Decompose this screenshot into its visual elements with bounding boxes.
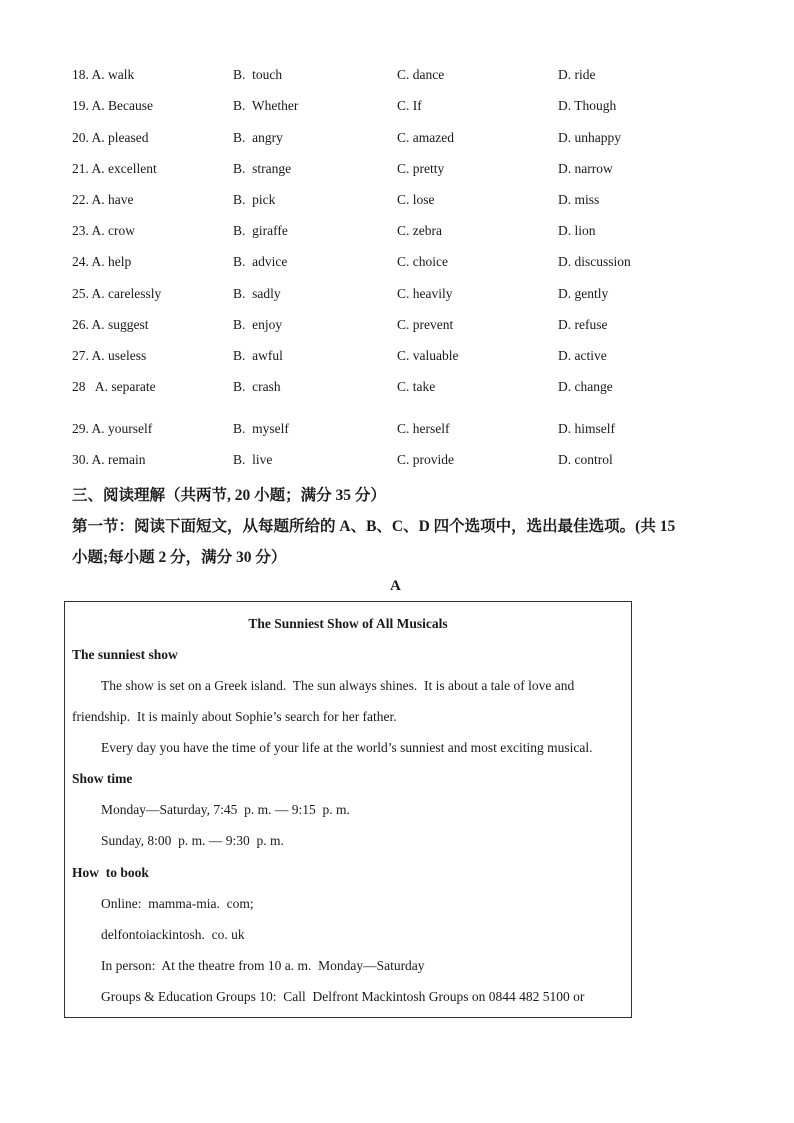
option-c: C. pretty [397, 161, 445, 176]
paragraph-2: Every day you have the time of your life at the world’s sunniest and most exciting musical. [101, 740, 593, 755]
question-row [72, 286, 732, 306]
option-d: D. refuse [558, 317, 608, 332]
show-time-sunday: Sunday, 8:00 p. m. — 9:30 p. m. [101, 833, 284, 848]
paragraph-1-line-2: friendship. It is mainly about Sophie’s search for her father. [72, 709, 397, 724]
option-d: D. change [558, 379, 613, 394]
passage-title: The Sunniest Show of All Musicals [248, 616, 448, 631]
option-b: B. strange [233, 161, 292, 176]
section-instruction-line2: 小题;每小题 2 分，满分 30 分） [72, 549, 287, 566]
section-instruction-line1: 第一节：阅读下面短文，从每题所给的 A、B、C、D 四个选项中，选出最佳选项。(共 15 [72, 518, 676, 535]
option-c: C. amazed [397, 130, 454, 145]
option-d: D. unhappy [558, 130, 621, 145]
option-c: C. take [397, 379, 436, 394]
show-time-weekdays: Monday—Saturday, 7:45 p. m. — 9:15 p. m. [101, 802, 350, 817]
question-row [72, 130, 732, 150]
option-c: C. If [397, 98, 422, 113]
option-b: B. angry [233, 130, 283, 145]
section-heading: 三、阅读理解（共两节, 20 小题；满分 35 分） [72, 487, 386, 504]
question-row [72, 317, 732, 337]
option-c: C. zebra [397, 223, 442, 238]
question-row [72, 379, 732, 399]
option-d: D. ride [558, 67, 596, 82]
question-row [72, 67, 732, 87]
booking-in-person: In person: At the theatre from 10 a. m. Monday—Saturday [101, 958, 425, 973]
option-a: 23. A. crow [72, 223, 135, 238]
question-row [72, 161, 732, 181]
option-a: 24. A. help [72, 254, 132, 269]
option-c: C. lose [397, 192, 435, 207]
option-d: D. active [558, 348, 607, 363]
question-row [72, 223, 732, 243]
heading-show-time: Show time [72, 771, 133, 786]
option-c: C. herself [397, 421, 450, 436]
option-b: B. crash [233, 379, 281, 394]
paragraph-1-line-1: The show is set on a Greek island. The sun always shines. It is about a tale of love and [101, 678, 575, 693]
option-d: D. miss [558, 192, 600, 207]
passage-label: A [390, 578, 401, 594]
question-row [72, 254, 732, 274]
booking-groups: Groups & Education Groups 10: Call Delfront Mackintosh Groups on 0844 482 5100 or [101, 989, 585, 1004]
question-row [72, 348, 732, 368]
question-row [72, 98, 732, 118]
option-a: 27. A. useless [72, 348, 147, 363]
option-a: 20. A. pleased [72, 130, 149, 145]
option-c: C. heavily [397, 286, 453, 301]
question-row [72, 452, 732, 472]
option-d: D. himself [558, 421, 615, 436]
option-b: B. awful [233, 348, 283, 363]
option-a: 25. A. carelessly [72, 286, 162, 301]
option-a: 30. A. remain [72, 452, 146, 467]
option-a: 29. A. yourself [72, 421, 153, 436]
option-c: C. provide [397, 452, 454, 467]
option-a: 19. A. Because [72, 98, 153, 113]
option-a: 18. A. walk [72, 67, 135, 82]
option-b: B. live [233, 452, 273, 467]
passage-box [64, 601, 632, 1018]
question-row [72, 421, 732, 441]
option-d: D. lion [558, 223, 596, 238]
heading-sunniest-show: The sunniest show [72, 647, 178, 662]
option-d: D. discussion [558, 254, 631, 269]
option-b: B. advice [233, 254, 288, 269]
option-a: 26. A. suggest [72, 317, 149, 332]
option-a: 22. A. have [72, 192, 134, 207]
booking-website: delfontoiackintosh. co. uk [101, 927, 245, 942]
booking-online: Online: mamma-mia. com; [101, 896, 254, 911]
question-row [72, 192, 732, 212]
option-c: C. dance [397, 67, 445, 82]
option-b: B. pick [233, 192, 276, 207]
option-b: B. touch [233, 67, 283, 82]
option-b: B. myself [233, 421, 289, 436]
option-c: C. prevent [397, 317, 454, 332]
option-d: D. control [558, 452, 613, 467]
option-d: D. narrow [558, 161, 613, 176]
option-d: D. gently [558, 286, 609, 301]
option-d: D. Though [558, 98, 617, 113]
heading-how-to-book: How to book [72, 865, 149, 880]
option-a: 28 A. separate [72, 379, 156, 394]
option-c: C. choice [397, 254, 448, 269]
option-c: C. valuable [397, 348, 459, 363]
option-b: B. sadly [233, 286, 281, 301]
option-a: 21. A. excellent [72, 161, 157, 176]
option-b: B. giraffe [233, 223, 288, 238]
option-b: B. enjoy [233, 317, 283, 332]
option-b: B. Whether [233, 98, 299, 113]
